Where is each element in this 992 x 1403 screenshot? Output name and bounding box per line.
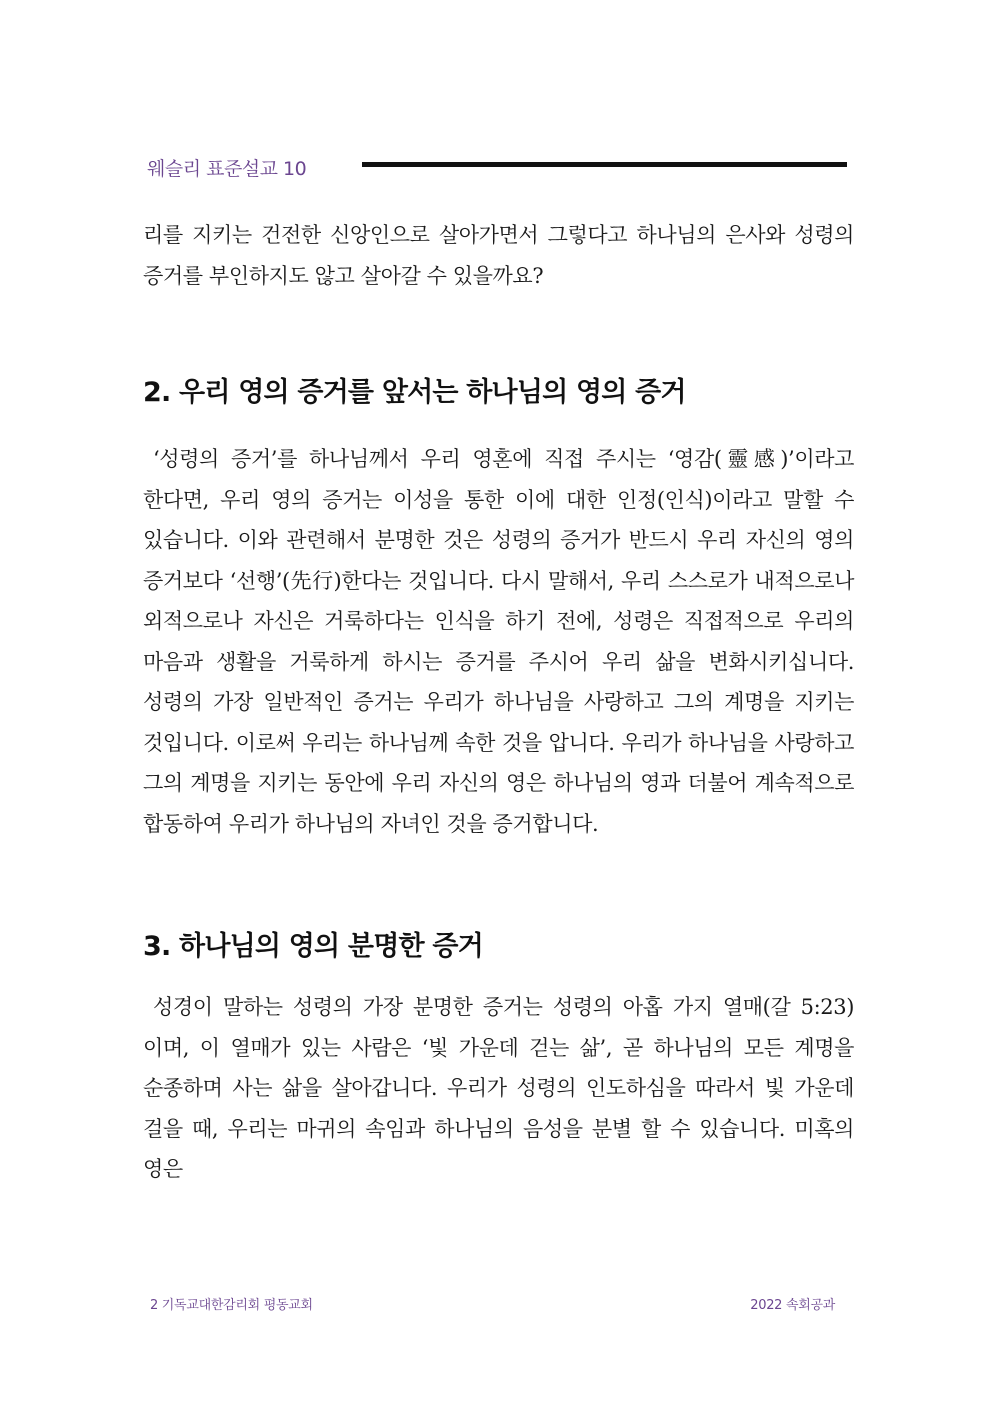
running-title: 웨슬리 표준설교 10	[147, 158, 307, 180]
continued-paragraph: 리를 지키는 건전한 신앙인으로 살아가면서 그렇다고 하나님의 은사와 성령의 증거를 부인하지도 않고 살아갈 수 있을까요?	[143, 223, 854, 288]
page-body	[143, 215, 854, 1190]
section-heading-2: 2. 우리 영의 증거를 앞서는 하나님의 영의 증거	[143, 377, 686, 408]
page-header	[147, 150, 847, 182]
section-3-paragraph: 성경이 말하는 성령의 가장 분명한 증거는 성령의 아홉 가지 열매(갈 5:23)이며, 이 열매가 있는 사람은 ‘빛 가운데 걷는 삶’, 곧 하나님의 모든 계명을 순종하며 사는 삶을 살아갑니다. 우리가 성령의 인도하심을 따라서 빛 가운데 걸을 때, 우리는 마귀의 속임과 하나님의 음성을 분별 할 수 있습니다. 미혹의 영은	[143, 995, 854, 1181]
footer-page-church: 2 기독교대한감리회 평동교회	[150, 1298, 313, 1313]
footer-publication: 2022 속회공과	[750, 1298, 835, 1313]
section-heading-3: 3. 하나님의 영의 분명한 증거	[143, 931, 483, 962]
header-rule	[362, 162, 847, 167]
section-2-paragraph: ‘성령의 증거’를 하나님께서 우리 영혼에 직접 주시는 ‘영감(靈感)’이라고 한다면, 우리 영의 증거는 이성을 통한 이에 대한 인정(인식)이라고 말할 수 있습니다. 이와 관련해서 분명한 것은 성령의 증거가 반드시 우리 자신의 영의 증거보다 ‘선행’(先行)한다는 것입니다. 다시 말해서, 우리 스스로가 내적으로나 외적으로나 자신은 거룩하다는 인식을 하기 전에, 성령은 직접적으로 우리의 마음과 생활을 거룩하게 하시는 증거를 주시어 우리 삶을 변화시키십니다. 성령의 가장 일반적인 증거는 우리가 하나님을 사랑하고 그의 계명을 지키는 것입니다. 이로써 우리는 하나님께 속한 것을 압니다. 우리가 하나님을 사랑하고 그의 계명을 지키는 동안에 우리 자신의 영은 하나님의 영과 더불어 계속적으로 합동하여 우리가 하나님의 자녀인 것을 증거합니다.	[143, 447, 854, 836]
